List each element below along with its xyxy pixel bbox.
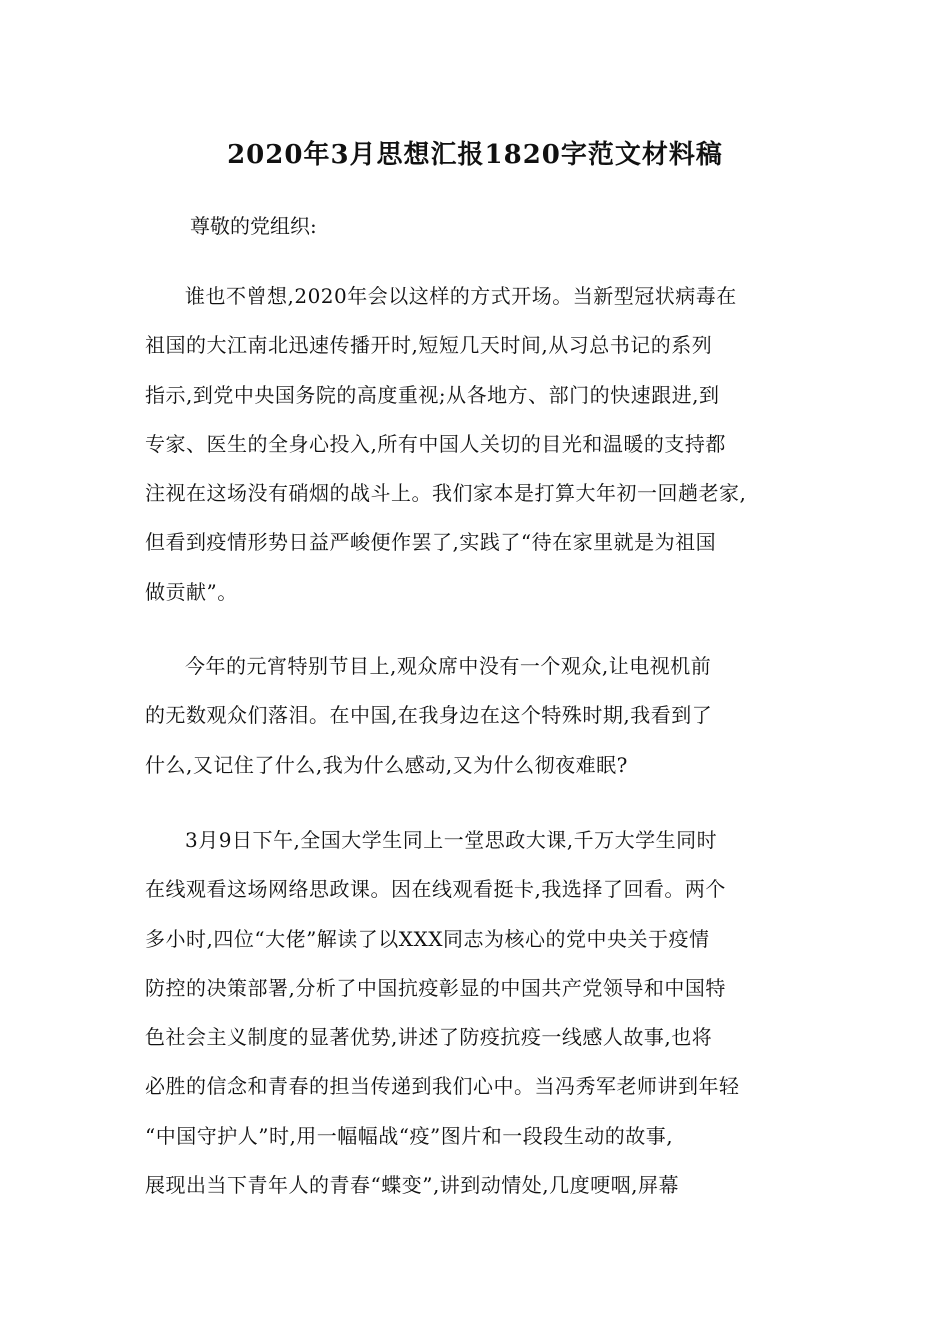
paragraph-line: 做贡献”。 (145, 579, 238, 604)
paragraph-line: 防控的决策部署,分析了中国抗疫彰显的中国共产党领导和中国特 (145, 975, 726, 1000)
paragraph-line: 什么,又记住了什么,我为什么感动,又为什么彻夜难眠? (145, 752, 628, 777)
paragraph-line: 注视在这场没有硝烟的战斗上。我们家本是打算大年初一回趟老家, (145, 481, 747, 506)
paragraph-line: 多小时,四位“大佬”解读了以XXX同志为核心的党中央关于疫情 (145, 926, 710, 951)
paragraph-1 (145, 272, 805, 617)
paragraph-line: 指示,到党中央国务院的高度重视;从各地方、部门的快速跟进,到 (145, 382, 720, 407)
paragraph-line: 3月9日下午,全国大学生同上一堂思政大课,千万大学生同时 (185, 828, 718, 852)
document-title: 2020年3月思想汇报1820字范文材料稿 (227, 140, 723, 170)
paragraph-line: 在线观看这场网络思政课。因在线观看挺卡,我选择了回看。两个 (145, 877, 726, 902)
paragraph-line: 今年的元宵特别节目上,观众席中没有一个观众,让电视机前 (185, 654, 712, 678)
paragraph-line: 色社会主义制度的显著优势,讲述了防疫抗疫一线感人故事,也将 (145, 1025, 713, 1050)
paragraph-line: “中国守护人”时,用一幅幅战“疫”图片和一段段生动的故事, (145, 1123, 674, 1148)
paragraph-line: 的无数观众们落泪。在中国,在我身边在这个特殊时期,我看到了 (145, 703, 713, 728)
salutation: 尊敬的党组织: (190, 214, 317, 238)
paragraph-3 (145, 816, 805, 1210)
paragraph-2 (145, 642, 805, 790)
paragraph-line: 但看到疫情形势日益严峻便作罢了,实践了“待在家里就是为祖国 (145, 530, 717, 555)
paragraph-line: 祖国的大江南北迅速传播开时,短短几天时间,从习总书记的系列 (145, 333, 713, 358)
paragraph-line: 展现出当下青年人的青春“蝶变”,讲到动情处,几度哽咽,屏幕 (145, 1173, 680, 1198)
paragraph-line: 专家、医生的全身心投入,所有中国人关切的目光和温暖的支持都 (145, 431, 726, 456)
paragraph-line: 必胜的信念和青春的担当传递到我们心中。当冯秀军老师讲到年轻 (145, 1074, 740, 1099)
paragraph-line: 谁也不曾想,2020年会以这样的方式开场。当新型冠状病毒在 (185, 284, 737, 308)
